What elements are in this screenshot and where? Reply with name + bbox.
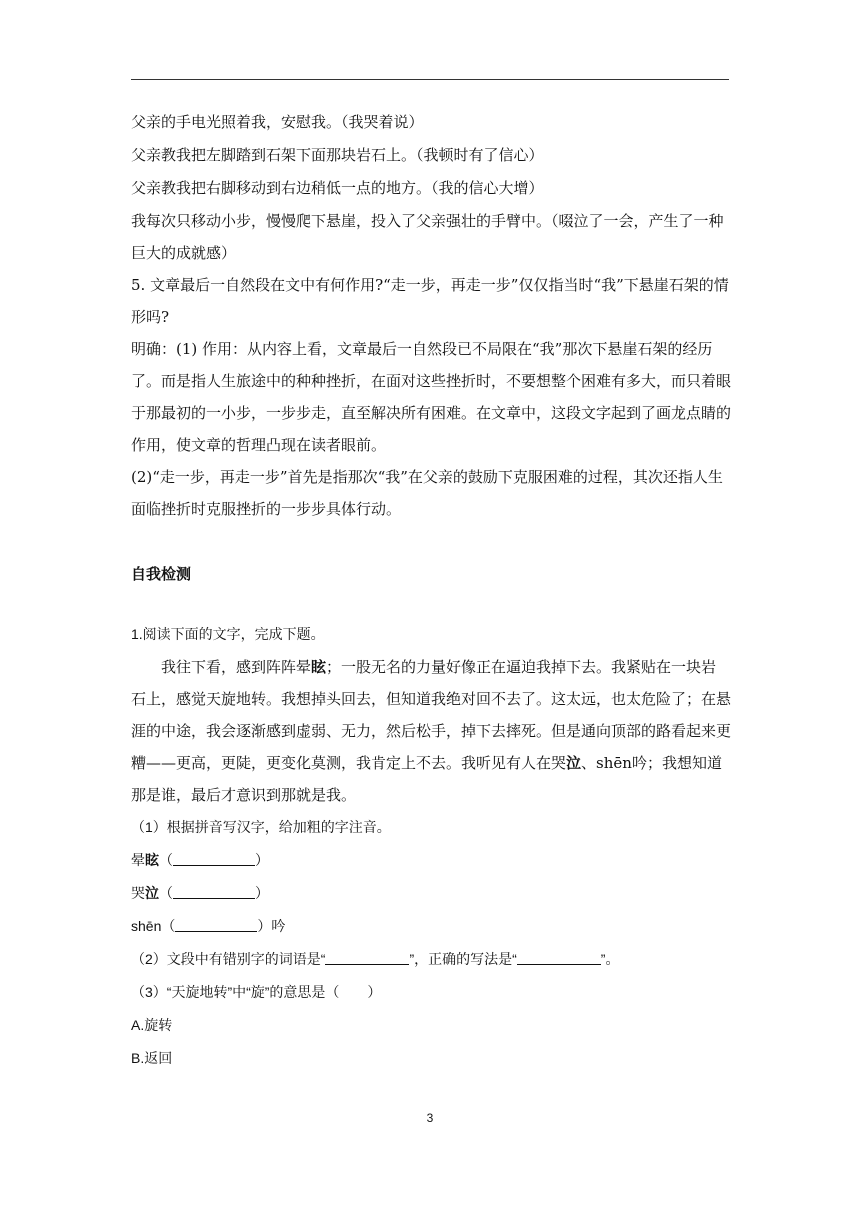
item2-bold-char: 泣 <box>145 885 159 901</box>
item1-paren: （ ） <box>159 852 269 868</box>
passage-text-1: 我往下看，感到阵阵晕 <box>161 658 312 676</box>
fill-item-3 <box>131 910 731 943</box>
blank-3[interactable] <box>175 917 257 932</box>
bold-char-qi: 泣 <box>566 754 582 772</box>
section-title: 自我检测 <box>131 565 192 583</box>
fill-item-2 <box>131 877 731 910</box>
sub-question-2 <box>131 943 731 976</box>
q2-text-a: （2）文段中有错别字的词语是“ <box>131 951 326 967</box>
exercise-intro: 1.阅读下面的文字，完成下题。 <box>131 626 325 642</box>
q2-text-c: ”。 <box>600 951 620 967</box>
option-a[interactable]: A.旋转 <box>131 1017 173 1033</box>
blank-1[interactable] <box>173 851 255 866</box>
header-rule <box>131 79 729 80</box>
answer-5-part-2: (2)“走一步，再走一步”首先是指那次“我”在父亲的鼓励下克服困难的过程，其次还指人生面临挫折时克服挫折的一步步具体行动。 <box>131 468 723 518</box>
page-number: 3 <box>426 1111 434 1125</box>
item1-bold-char: 眩 <box>145 852 159 868</box>
answer-line-3: 父亲教我把右脚移动到右边稍低一点的地方。（我的信心大增） <box>131 179 544 197</box>
page-content <box>131 106 731 1075</box>
item2-char: 哭 <box>131 885 145 901</box>
item3-pinyin: shēn（ <box>131 918 176 934</box>
option-b[interactable]: B.返回 <box>131 1050 173 1066</box>
passage-text-2: ；一股无名的力量好像正在逼迫我掉下去。我紧贴在一块岩石上，感觉天旋地转。我想掉头回去，但知道我绝对回不去了。这太远，也太危险了；在悬涯的中途，我会逐渐感到虚弱、无力，然后松手，掉下去摔死。但是通向顶部的路看起来更糟——更高，更陡，更变化莫测，我肯定上不去。我听见有人在哭 <box>131 658 732 772</box>
item3-char: ）吟 <box>257 918 286 934</box>
item1-char: 晕 <box>131 852 145 868</box>
blank-4[interactable] <box>325 950 409 965</box>
bold-char-xuan: 眩 <box>311 658 327 676</box>
item2-paren: （ ） <box>159 885 269 901</box>
blank-5[interactable] <box>517 950 601 965</box>
blank-2[interactable] <box>173 884 255 899</box>
answer-5-part-1: 明确：(1) 作用：从内容上看，文章最后一自然段已不局限在“我”那次下悬崖石架的经历了。而是指人生旅途中的种种挫折，在面对这些挫折时，不要想整个困难有多大，而只着眼于那最初的一小步，一步步走，直至解决所有困难。在文章中，这段文字起到了画龙点睛的作用，使文章的哲理凸现在读者眼前。 <box>131 340 732 454</box>
passage-pinyin: 、shēn <box>581 754 632 772</box>
sub-question-3: （3）“天旋地转”中“旋”的意思是（ ） <box>131 984 382 1000</box>
answer-line-2: 父亲教我把左脚踏到石架下面那块岩石上。（我顿时有了信心） <box>131 146 544 164</box>
passage-text-3: 吟；我想知道那是谁，最后才意识到那就是我。 <box>131 754 722 804</box>
q2-text-b: ”，正确的写法是“ <box>409 951 517 967</box>
exercise-passage <box>131 651 731 811</box>
answer-line-1: 父亲的手电光照着我，安慰我。（我哭着说） <box>131 113 424 131</box>
answer-line-4: 我每次只移动小步，慢慢爬下悬崖，投入了父亲强壮的手臂中。（啜泣了一会，产生了一种巨大的成就感） <box>131 212 724 262</box>
fill-item-1 <box>131 844 731 877</box>
sub-question-1: （1）根据拼音写汉字，给加粗的字注音。 <box>131 819 391 835</box>
question-5: 5. 文章最后一自然段在文中有何作用?“走一步，再走一步”仅仅指当时“我”下悬崖石架的情形吗? <box>131 276 729 326</box>
